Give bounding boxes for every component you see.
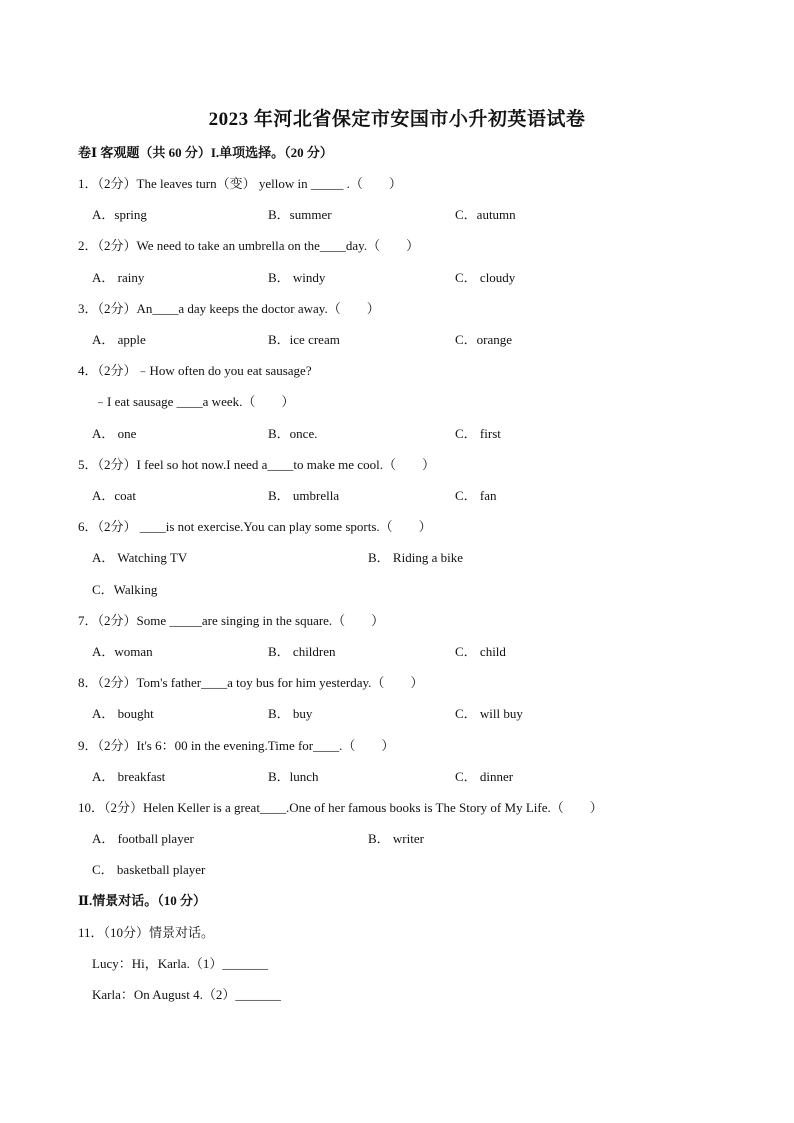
option-c: C． will buy [455,706,523,721]
question-stem: 7．（2分）Some _____are singing in the square.（ ） [78,613,385,628]
option-c: C． cloudy [455,270,516,285]
question-stem: 10．（2分）Helen Keller is a great____.One of her famous books is The Story of My Life.（ ） [78,800,603,815]
option-b: B． Riding a bike [368,550,463,565]
question-stem-line2: ﹣I eat sausage ____a week.（ ） [94,394,295,409]
option-b: B． buy [268,706,313,721]
option-c: C．Walking [92,582,158,597]
question-stem: 5．（2分）I feel so hot now.I need a____to make me cool.（ ） [78,457,435,472]
option-a: A． rainy [92,270,145,285]
question-stem: 3．（2分）An____a day keeps the doctor away.（ ） [78,301,380,316]
option-a: A．woman [92,644,153,659]
option-a: A．coat [92,488,137,503]
option-a: A． one [92,426,137,441]
page-title: 2023 年河北省保定市安国市小升初英语试卷 [208,109,586,130]
option-c: C． dinner [455,769,514,784]
option-a: A． breakfast [92,769,166,784]
question-stem: 2．（2分）We need to take an umbrella on the____day.（ ） [78,238,420,253]
option-a: A． football player [92,831,194,846]
option-c: C．autumn [455,207,516,222]
option-c: C． first [455,426,501,441]
section-heading-1: 卷Ⅰ 客观题（共 60 分）I.单项选择。（20 分） [78,145,333,160]
option-a: A． Watching TV [92,550,188,565]
question-stem: 1．（2分）The leaves turn（变） yellow in _____ .（ ） [78,176,402,191]
option-b: B．once. [268,426,318,441]
question-stem: 11．（10分）情景对话。 [78,925,215,940]
option-b: B． children [268,644,336,659]
dialogue-line: Lucy：Hi，Karla.（1）_______ [92,956,268,971]
option-c: C．orange [455,332,513,347]
option-b: B．ice cream [268,332,340,347]
option-b: B．lunch [268,769,319,784]
option-b: B．summer [268,207,332,222]
section-heading-2: Ⅱ.情景对话。（10 分） [78,893,206,908]
option-c: C． child [455,644,506,659]
option-b: B． writer [368,831,424,846]
option-a: A．spring [92,207,147,222]
dialogue-line: Karla：On August 4.（2）_______ [92,987,281,1002]
question-stem: 9．（2分）It's 6：00 in the evening.Time for____.（ ） [78,738,395,753]
question-stem: 6．（2分） ____is not exercise.You can play some sports.（ ） [78,519,432,534]
question-stem: 8．（2分）Tom's father____a toy bus for him yesterday.（ ） [78,675,424,690]
option-a: A． bought [92,706,154,721]
option-a: A． apple [92,332,146,347]
question-stem: 4．（2分）﹣How often do you eat sausage? [78,363,312,378]
option-b: B． umbrella [268,488,340,503]
option-c: C． basketball player [92,862,206,877]
option-b: B． windy [268,270,326,285]
option-c: C． fan [455,488,497,503]
